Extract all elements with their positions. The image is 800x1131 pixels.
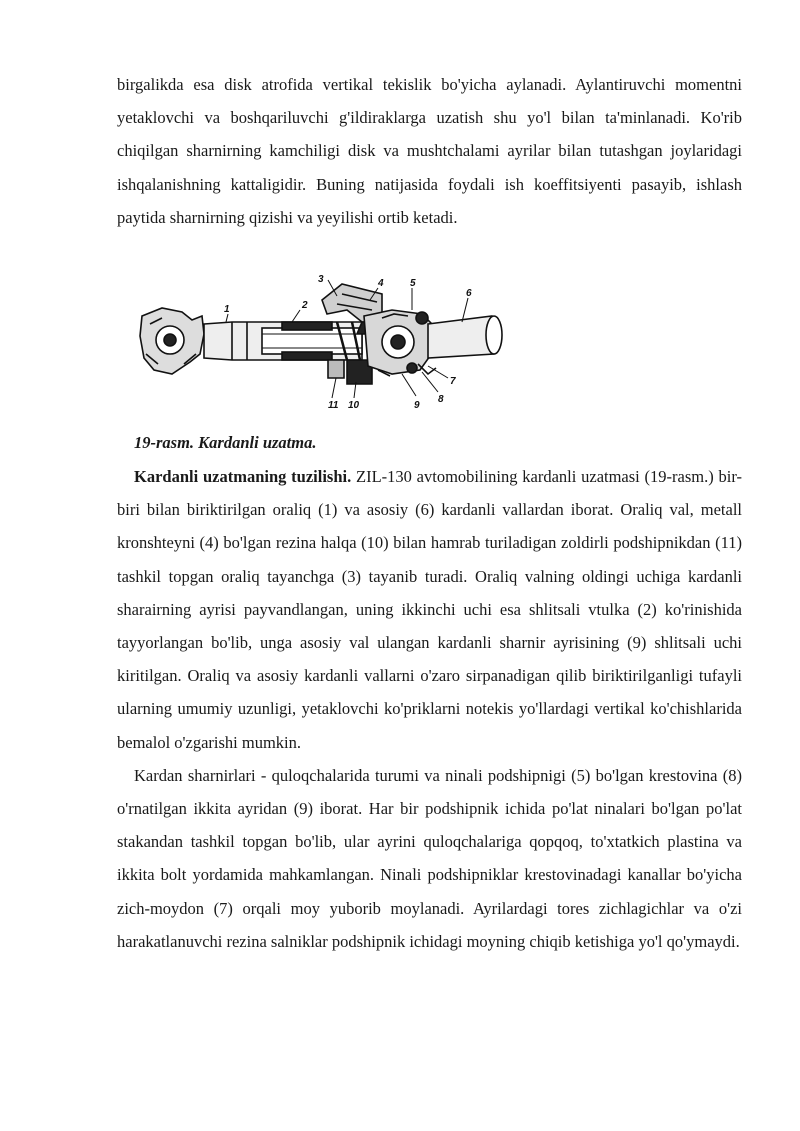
callout-10: 10 [348, 400, 360, 412]
figure-cardan-drive [117, 274, 742, 424]
callout-11: 11 [328, 400, 339, 412]
callout-1: 1 [224, 304, 230, 316]
callout-2: 2 [302, 300, 308, 312]
paragraph-structure [117, 460, 742, 759]
callout-9: 9 [414, 400, 420, 412]
callout-5: 5 [410, 278, 416, 290]
callout-7: 7 [450, 376, 456, 388]
figure-caption: 19-rasm. Kardanli uzatma. [134, 433, 317, 453]
document-page [117, 68, 742, 958]
cardan-drive-drawing [132, 274, 512, 414]
callout-4: 4 [378, 278, 384, 290]
paragraph-joints: Kardan sharnirlari - quloqchalarida turumi va ninali podshipnigi (5) bo'lgan krestovina (8) o'rnatilgan ikkita ayridan (9) iborat. Har bir podshipnik ichida po'lat ninalari bo'lgan po'lat stakandan tashkil topgan bo'lib, ular ayrini quloqchalariga qopqoq, to'xtatkich plastina va ikkita bolt yordamida mahkamlangan. Ninali podshipniklar krestovinadagi kanallar bo'yicha zich-moydon (7) orqali moy yuborib moylanadi. Ayrilardagi tores zichlagichlar va o'zi harakatlanuvchi rezina salniklar podshipnik ichidagi moyning chiqib ketishiga yo'l qo'ymaydi. [117, 765, 742, 951]
callout-6: 6 [466, 288, 472, 300]
paragraph-structure-text: ZIL-130 avtomobilining kardanli uzatmasi (19-rasm.) bir-biri bilan biriktirilgan oraliq (1) va asosiy (6) kardanli vallardan iborat. Oraliq val, metall kronshteyni (4) bo'lgan rezina halqa (10) bilan hamrab turiladigan zoldirli podshipnikdan (11) tashkil topgan oraliq tayanchga (3) tayanib turadi. Oraliq valning oldingi uchiga kardanli sharairning ayrisi payvandlangan, uning ikkinchi uchi esa shlitsali vtulka (2) ko'rinishida tayyorlangan bo'lib, unga asosiy val ulangan kardanli sharnir ayrisining (9) shlitsali uchi kiritilgan. Oraliq va asosiy kardanli vallarni o'zaro sirpanadigan qilib biriktirilganligi tufayli ularning umumiy uzunligi, yetaklovchi ko'priklarni notekis yo'llardagi vertikal ko'chishlarida bemalol o'zgarishi mumkin. [117, 467, 742, 752]
callout-8: 8 [438, 394, 444, 406]
paragraph-intro: birgalikda esa disk atrofida vertikal tekislik bo'yicha aylanadi. Aylantiruvchi momentni yetaklovchi va boshqariluvchi g'ildiraklarga uzatish shu yo'l bilan ta'minlanadi. Ko'rib chiqilgan sharnirning kamchiligi disk va mushtchalami ayrilar bilan tutashgan joylaridagi ishqalanishning kattaligidir. Buning natijasida foydali ish koeffitsiyenti pasayib, ishlash paytida sharnirning qizishi va yeyilishi ortib ketadi. [117, 75, 742, 227]
section-heading: Kardanli uzatmaning tuzilishi. [134, 467, 352, 487]
callout-3: 3 [318, 274, 324, 286]
